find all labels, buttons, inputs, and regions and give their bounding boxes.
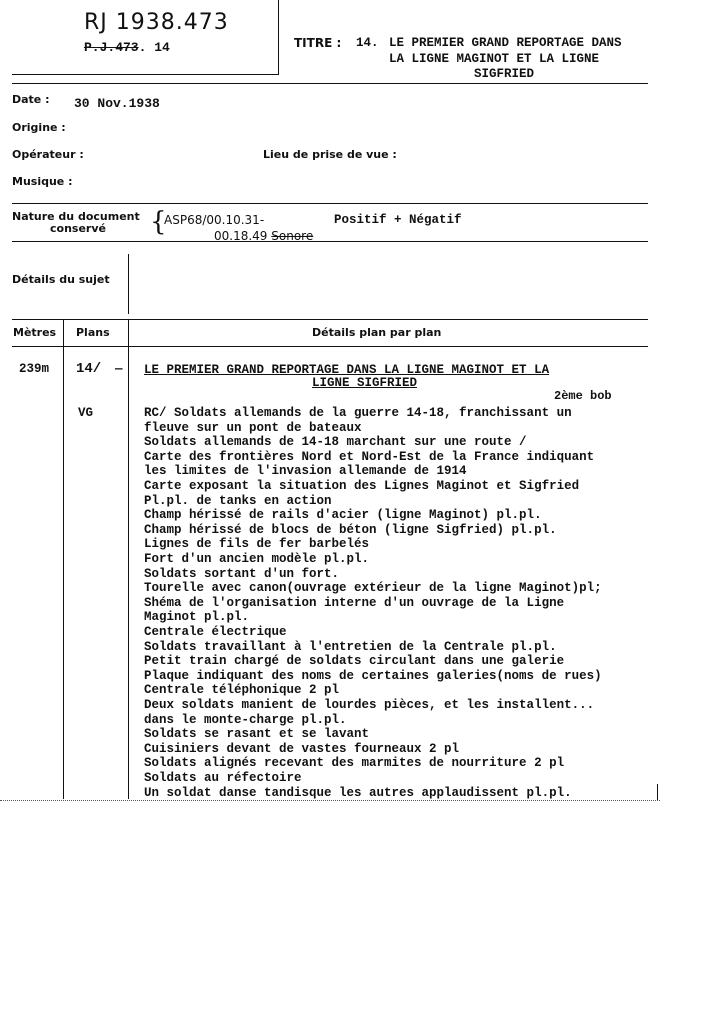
nature-label-line1: Nature du document	[12, 210, 140, 223]
shot-line: Champ hérissé de blocs de béton (ligne Sigfried) pl.pl.	[144, 522, 557, 537]
col-divider-1	[63, 319, 64, 799]
shot-line: Lignes de fils de fer barbelés	[144, 537, 370, 552]
shot-line: Soldats au réfectoire	[144, 771, 302, 785]
nature-brace: {	[150, 207, 167, 237]
shot-line: Carte des frontières Nord et Nord-Est de la France indiquant	[144, 449, 595, 464]
shot-line: Shéma de l'organisation interne d'un ouvrage de la Ligne	[144, 595, 565, 610]
shot-line: Carte exposant la situation des Lignes Maginot et Sigfried	[144, 479, 580, 493]
shot-line: Cuisiniers devant de vastes fourneaux 2 pl	[144, 741, 460, 756]
header-box-bottom-border	[12, 74, 279, 75]
shot-line: fleuve sur un pont de bateaux	[144, 420, 362, 435]
titre-label: TITRE :	[294, 36, 342, 50]
reference-suffix: . 14	[138, 40, 170, 55]
shot-line: Soldats alignés recevant des marmites de nourriture 2 pl	[144, 756, 565, 771]
reference-number	[84, 40, 170, 55]
table-top-border	[12, 319, 648, 320]
page-bottom-dotted-border	[0, 800, 660, 801]
shot-line: Plaque indiquant des noms de certaines galeries(noms de rues)	[144, 668, 602, 683]
titre-line-1: LE PREMIER GRAND REPORTAGE DANS	[389, 36, 622, 50]
shot-line: Soldats allemands de 14-18 marchant sur une route /	[144, 435, 527, 450]
old-reference: P.J.473	[84, 40, 139, 55]
shot-line: Maginot pl.pl.	[144, 610, 250, 625]
bobine-label: 2ème bob	[554, 389, 612, 403]
plan-dash: —	[115, 362, 123, 376]
titre-line-3: SIGFRIED	[474, 67, 535, 81]
nature-code-2-struck: Sonore	[271, 229, 314, 243]
shot-line: dans le monte-charge pl.pl.	[144, 712, 347, 727]
nature-code: ASP68/00.10.31-	[164, 213, 265, 227]
operateur-label: Opérateur :	[12, 148, 84, 161]
col-divider-2	[128, 319, 129, 799]
header-box-right-border	[278, 0, 279, 74]
shot-line: Un soldat danse tandisque les autres applaudissent pl.pl.	[144, 785, 572, 800]
details-sujet-label: Détails du sujet	[12, 273, 110, 286]
nature-bottom-border	[12, 241, 648, 242]
date-label: Date :	[12, 93, 50, 106]
titre-number: 14.	[356, 36, 379, 50]
col-metres-header: Mètres	[13, 326, 57, 339]
table-header-border	[12, 346, 648, 347]
nature-top-border	[12, 203, 648, 204]
shot-line: Petit train chargé de soldats circulant dans une galerie	[144, 654, 565, 669]
plan-vg: VG	[78, 406, 94, 420]
reference-handwritten: RJ 1938.473	[84, 10, 229, 35]
lieu-label: Lieu de prise de vue :	[263, 148, 397, 161]
details-sujet-divider	[128, 254, 129, 314]
reportage-heading-line2: LIGNE SIGFRIED	[312, 376, 418, 390]
nature-label-line2: conservé	[50, 222, 106, 235]
metres-value: 239m	[19, 362, 50, 376]
shot-line: Soldats se rasant et se lavant	[144, 727, 370, 742]
musique-label: Musique :	[12, 175, 73, 188]
origine-label: Origine :	[12, 121, 66, 134]
col-plans-header: Plans	[76, 326, 110, 339]
col-details-header: Détails plan par plan	[312, 326, 442, 339]
shot-line: Centrale téléphonique 2 pl	[144, 683, 340, 698]
header-separator	[12, 83, 648, 84]
shot-line: Centrale électrique	[144, 625, 287, 639]
shot-line: Tourelle avec canon(ouvrage extérieur de la ligne Maginot)pl;	[144, 581, 602, 596]
shot-line: Soldats sortant d'un fort.	[144, 566, 340, 581]
table-right-tick	[657, 784, 658, 800]
shot-line: RC/ Soldats allemands de la guerre 14-18, franchissant un	[144, 406, 572, 420]
shot-line: Pl.pl. de tanks en action	[144, 493, 332, 508]
date-value: 30 Nov.1938	[74, 96, 160, 111]
nature-value: Positif + Négatif	[334, 213, 462, 227]
shot-line: Soldats travaillant à l'entretien de la Centrale pl.pl.	[144, 639, 557, 654]
shot-line: Champ hérissé de rails d'acier (ligne Maginot) pl.pl.	[144, 508, 542, 523]
nature-code-2-value: 00.18.49	[214, 229, 268, 243]
reportage-heading-line1: LE PREMIER GRAND REPORTAGE DANS LA LIGNE MAGINOT ET LA	[144, 363, 550, 377]
plan-number: 14/	[76, 361, 102, 377]
shot-line: les limites de l'invasion allemande de 1914	[144, 464, 467, 479]
titre-line-2: LA LIGNE MAGINOT ET LA LIGNE	[389, 52, 600, 66]
shot-line: Deux soldats manient de lourdes pièces, et les installent...	[144, 698, 595, 712]
shot-line: Fort d'un ancien modèle pl.pl.	[144, 552, 370, 566]
